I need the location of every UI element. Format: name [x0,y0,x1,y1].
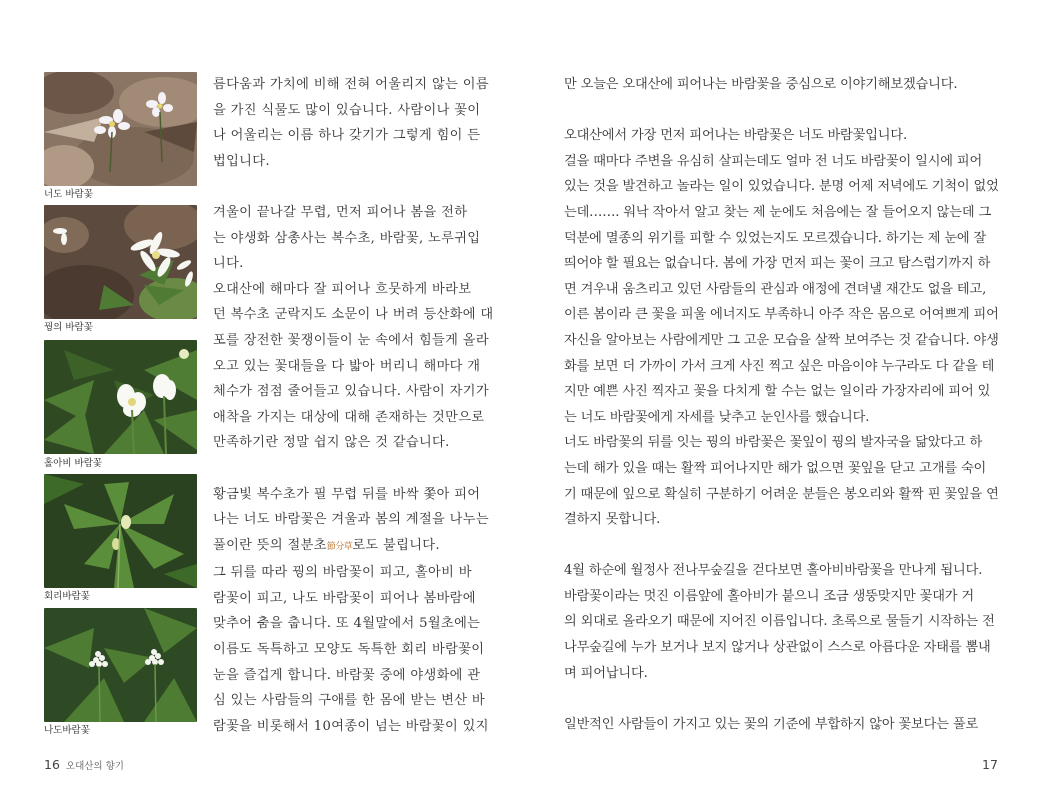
caption-kkwong-baramkkot: 꿩의 바람꽃 [44,322,93,333]
left-paragraph-1 [213,72,489,174]
text-line: 결하지 못합니다. [564,512,661,528]
text-line: 만 오늘은 오대산에 피어나는 바람꽃을 중심으로 이야기해보겠습니다. [564,77,958,92]
text-line: 체수가 점점 줄어들고 있습니다. 사람이 자기가 [213,384,489,400]
text-line: 4월 하순에 월정사 전나무숲길을 걷다보면 홀아비바람꽃을 만나게 됩니다. [564,563,983,579]
jeolbuncho-text-after: 로도 불립니다. [352,537,440,553]
photo-holabi-baramkkot [44,340,197,454]
text-line: 오대산에 해마다 잘 피어나 흐뭇하게 바라보 [213,281,472,297]
text-line: 겨울이 끝나갈 무렵, 먼저 피어나 봄을 전하 [213,204,468,220]
left-paragraph-4 [213,482,489,561]
text-line: 띄어야 할 필요는 없습니다. 봄에 가장 먼저 피는 꽃이 크고 탐스럽기까지 하 [564,256,991,272]
text-line: 법입니다. [213,153,270,169]
caption-holabi-baramkkot: 홀아비 바람꽃 [44,458,103,469]
text-line: 맞추어 춤을 춥니다. 또 4월말에서 5월초에는 [213,616,481,632]
right-paragraph-4 [564,712,1004,738]
text-line: 는데 해가 있을 때는 활짝 피어나지만 해가 없으면 꽃잎을 닫고 고개를 숙이 [564,460,987,476]
left-paragraph-3 [213,277,494,456]
text-line: 니다. [213,256,244,272]
photo-hoeri-baramkkot [44,474,197,588]
photo-nado-baramkkot [44,608,197,722]
page-number-right: 17 [982,757,998,772]
caption-hoeri-baramkkot: 회리바람꽃 [44,591,90,602]
text-line: 눈을 즐겁게 합니다. 바람꽃 중에 야생화에 관 [213,667,481,683]
text-line: 기 때문에 잎으로 확실히 구분하기 어려운 분들은 봉오리와 활짝 핀 꽃잎을 연 [564,486,999,502]
text-line: 름다움과 가치에 비해 전혀 어울리지 않는 이름 [213,77,489,92]
right-paragraph-3 [564,558,1004,686]
book-title: 오대산의 향기 [65,761,124,772]
right-text-column [564,72,1004,737]
text-line: 는데……. 워낙 작아서 알고 찾는 제 눈에도 처음에는 잘 들어오지 않는데 그 [564,204,992,220]
text-line: 있는 것을 발견하고 놀라는 일이 있었습니다. 분명 어제 저녁에도 기척이 없었 [564,179,999,195]
photo-neodo-baramkkot [44,72,197,186]
text-line: 포를 장전한 꽃쟁이들이 눈 속에서 힘들게 올라 [213,332,489,348]
text-line: 는 너도 바람꽃에게 자세를 낮추고 눈인사를 했습니다. [564,409,870,425]
left-page-footer [44,754,124,773]
right-page-footer [982,754,998,773]
left-text-column [213,72,494,739]
text-line: 나 어울리는 이름 하나 갖기가 그렇게 힘이 든 [213,128,481,144]
left-paragraph-2 [213,200,481,277]
text-line: 오대산에서 가장 먼저 피어나는 바람꽃은 너도 바람꽃입니다. [564,128,908,144]
text-line: 지만 예쁜 사진 찍자고 꽃을 다치게 할 수는 없는 일이라 가장자리에 피어 있 [564,384,991,400]
text-line: 면 겨우내 움츠리고 있던 사람들의 관심과 애정에 견뎌낼 재간도 없을 테고, [564,281,987,297]
caption-neodo-baramkkot: 너도 바람꽃 [44,189,93,200]
text-line: 애착을 가지는 대상에 대해 존재하는 것만으로 [213,409,485,425]
right-paragraph-2 [564,123,1004,533]
page-number-left: 16 [44,757,60,772]
text-line: 이른 봄이라 큰 꽃을 피울 에너지도 부족하니 아주 작은 몸으로 어여쁘게 피어 [564,307,999,323]
text-line: 자신을 알아보는 사람에게만 그 고운 모습을 살짝 보여주는 것 같습니다. 야생 [564,332,999,348]
text-line: 일반적인 사람들이 가지고 있는 꽃의 기준에 부합하지 않아 꽃보다는 풀로 [564,716,979,732]
text-line: 황금빛 복수초가 필 무렵 뒤를 바싹 쫓아 피어 [213,486,481,502]
text-line: 며 피어납니다. [564,665,648,681]
text-line: 오고 있는 꽃대들을 다 밟아 버리니 해마다 개 [213,358,481,374]
text-line: 는 야생화 삼총사는 복수초, 바람꽃, 노루귀입 [213,230,481,246]
text-line: 람꽃을 비롯해서 10여종이 넘는 바람꽃이 있지 [213,718,489,734]
photo-kkwong-baramkkot [44,205,197,319]
text-line: 나무숲길에 누가 보거나 보지 않거나 상관없이 스스로 아름다운 자태를 뽐내 [564,640,991,656]
text-line: 나는 너도 바람꽃은 겨울과 봄의 계절을 나누는 [213,512,489,528]
text-line: 걸을 때마다 주변을 유심히 살피는데도 얼마 전 너도 바람꽃이 일시에 피어 [564,153,983,169]
text-line: 그 뒤를 따라 꿩의 바람꽃이 피고, 홀아비 바 [213,565,472,581]
text-line: 만족하기란 정말 쉽지 않은 것 같습니다. [213,435,450,451]
text-line: 바람꽃이라는 멋진 이름앞에 홀아비가 붙으니 조금 생뚱맞지만 꽃대가 거 [564,588,975,604]
hanja-jeolbuncho: 節分草 [326,541,353,552]
jeolbuncho-text-before: 풀이란 뜻의 절분초 [213,537,327,553]
caption-nado-baramkkot: 나도바람꽃 [44,725,90,736]
text-line: 람꽃이 피고, 나도 바람꽃이 피어나 봄바람에 [213,590,476,606]
text-line: 너도 바람꽃의 뒤를 잇는 꿩의 바람꽃은 꽃잎이 꿩의 발자국을 닮았다고 하 [564,435,983,451]
text-line: 던 복수초 군락지도 소문이 나 버려 등산화에 대 [213,307,494,323]
text-line-jeolbuncho [213,533,475,561]
text-line: 이름도 독특하고 모양도 독특한 회리 바람꽃이 [213,642,485,658]
right-paragraph-1 [564,72,1004,98]
text-line: 덕분에 멸종의 위기를 피할 수 있었는지도 모르겠습니다. 하기는 제 눈에 잘 [564,230,987,246]
text-line: 심 있는 사람들의 구애를 한 몸에 받는 변산 바 [213,693,485,709]
text-line: 의 외대로 올라오기 때문에 지어진 이름입니다. 초록으로 물들기 시작하는 전 [564,614,995,630]
left-paragraph-5 [213,560,489,739]
text-line: 을 가진 식물도 많이 있습니다. 사람이나 꽃이 [213,102,481,118]
text-line: 화를 보면 더 가까이 가서 크게 사진 찍고 싶은 마음이야 누구라도 다 같을 테 [564,358,995,374]
